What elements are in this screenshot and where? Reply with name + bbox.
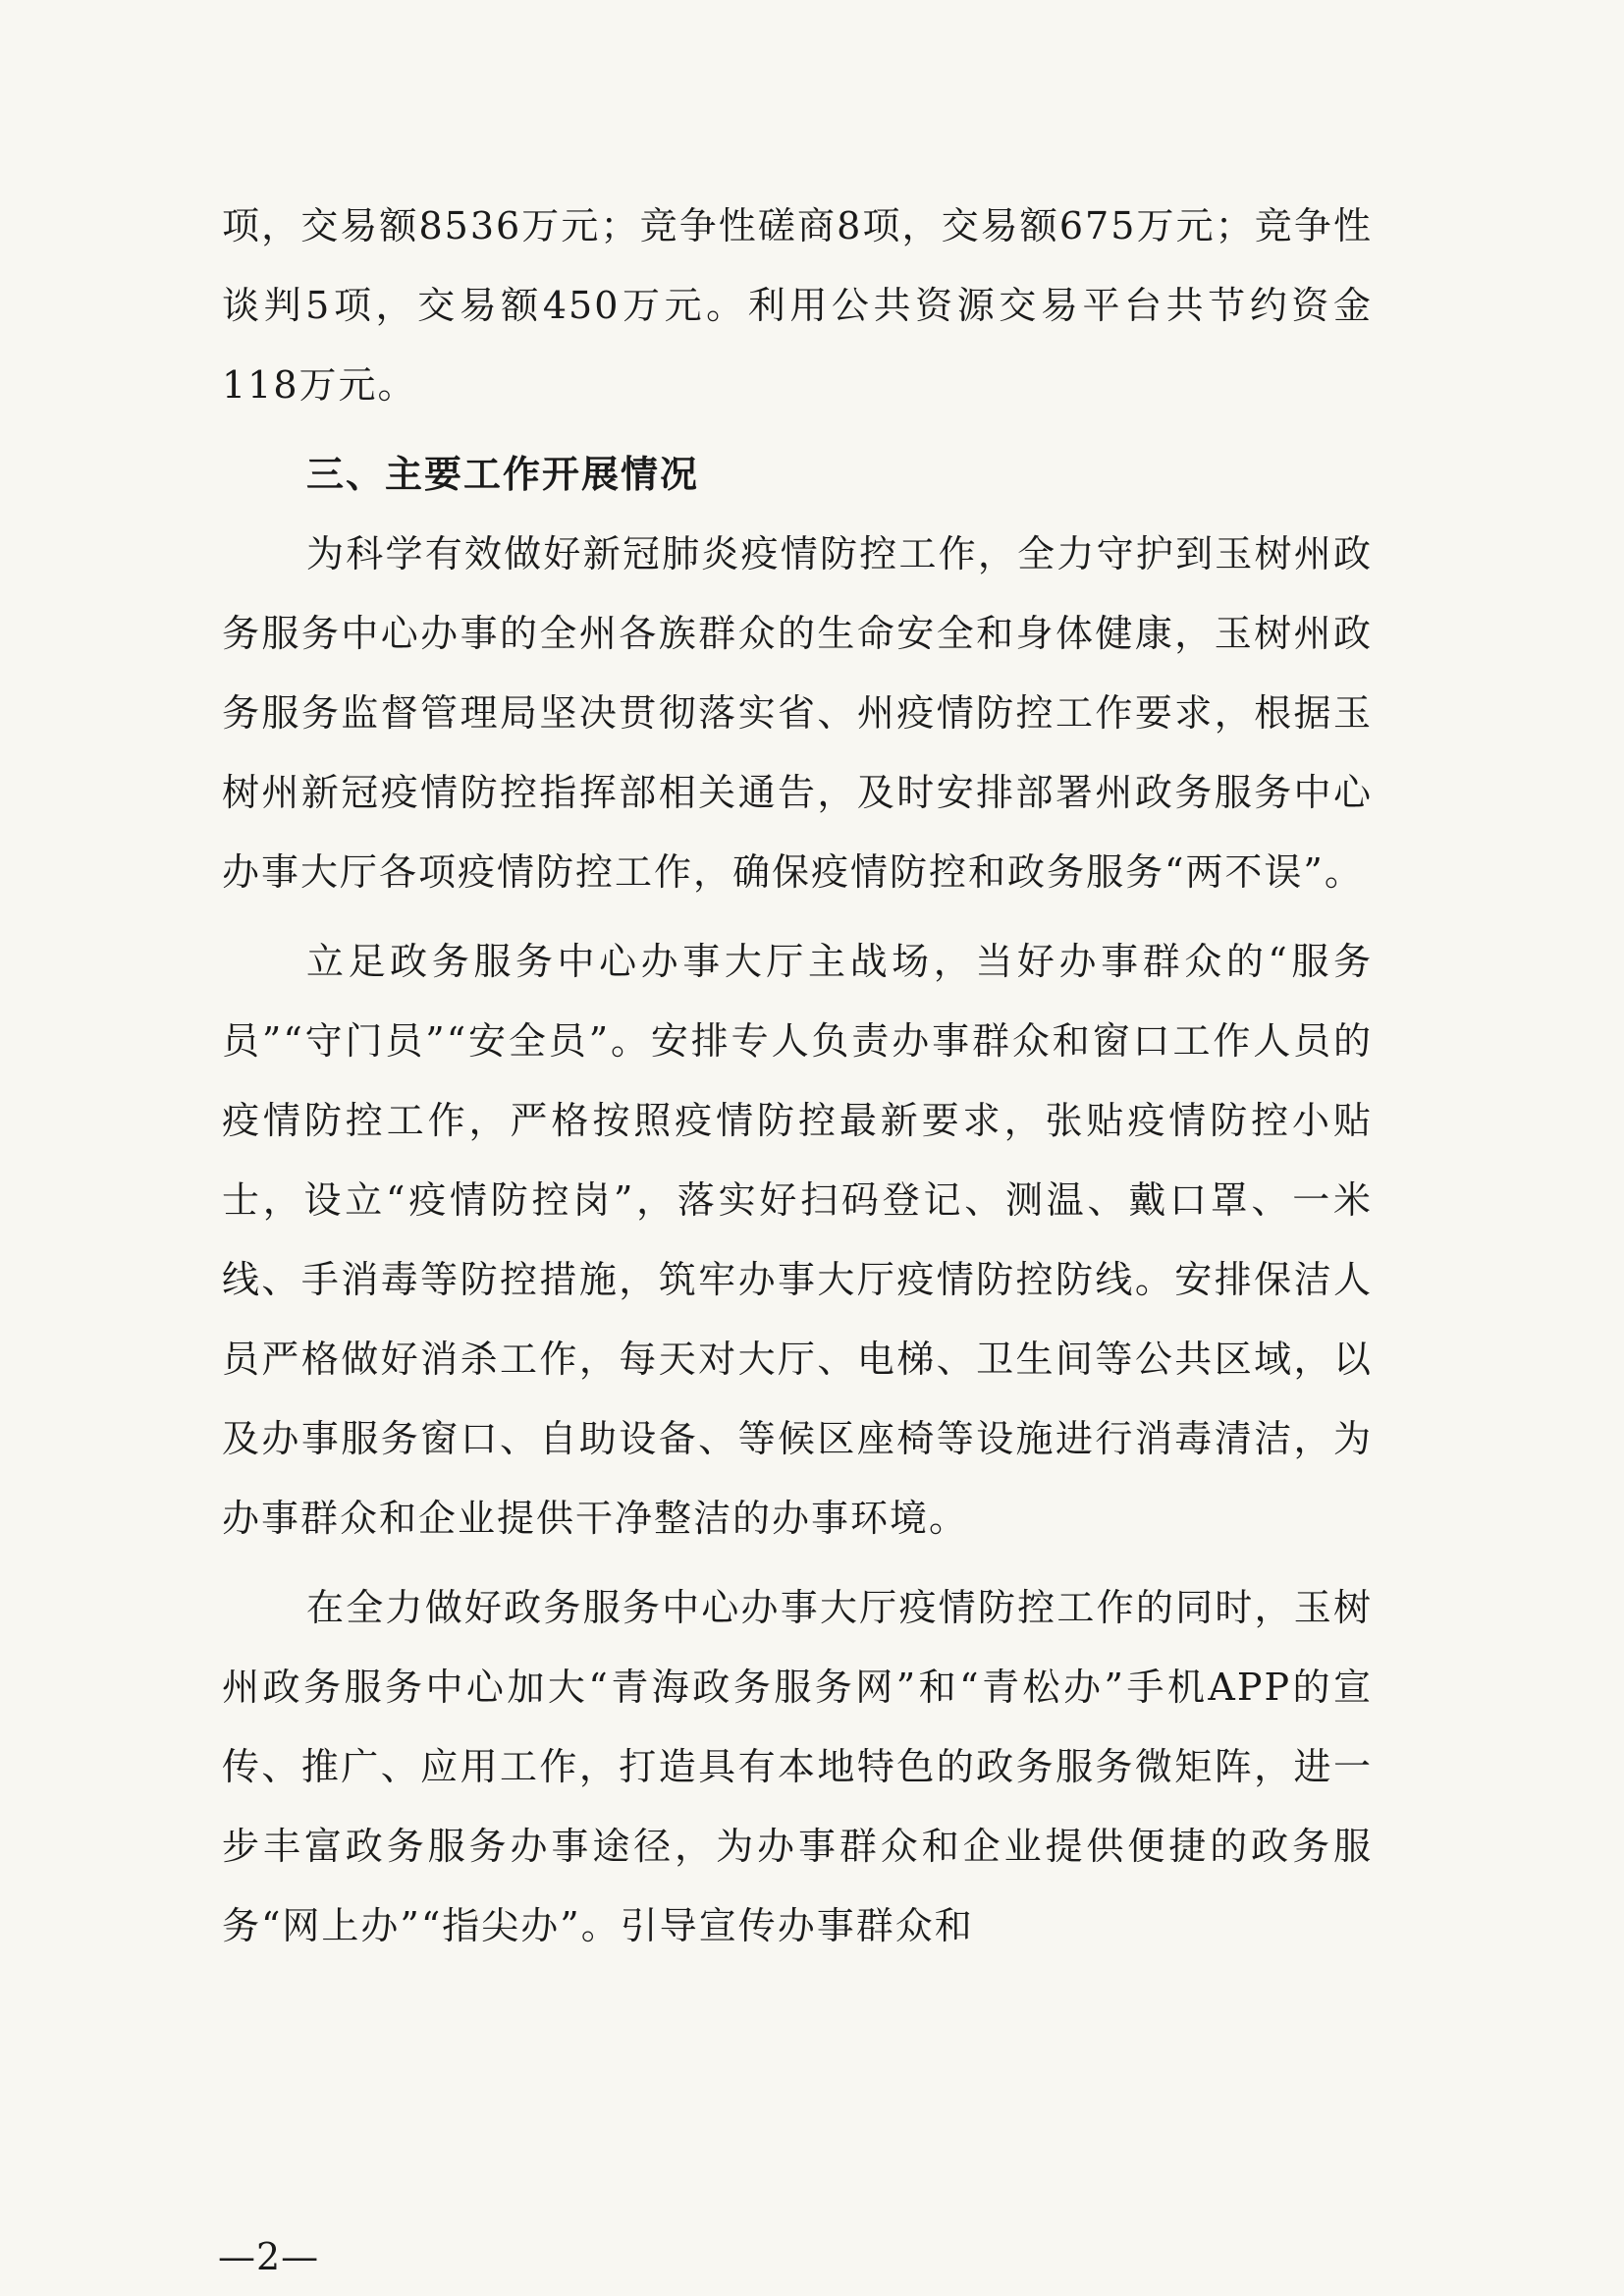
paragraph-service-hall: 立足政务服务中心办事大厅主战场，当好办事群众的“服务员”“守门员”“安全员”。安排专人负责办事群众和窗口工作人员的疫情防控工作，严格按照疫情防控最新要求，张贴疫情防控小贴士，设立“疫情防控岗”，落实好扫码登记、测温、戴口罩、一米线、手消毒等防控措施，筑牢办事大厅疫情防控防线。安排保洁人员严格做好消杀工作，每天对大厅、电梯、卫生间等公共区域，以及办事服务窗口、自助设备、等候区座椅等设施进行消毒清洁，为办事群众和企业提供干净整洁的办事环境。	[222, 940, 1373, 1540]
page-number: —2—	[218, 2235, 320, 2278]
paragraph-online-services: 在全力做好政务服务中心办事大厅疫情防控工作的同时，玉树州政务服务中心加大“青海政务服务网”和“青松办”手机APP的宣传、推广、应用工作，打造具有本地特色的政务服务微矩阵，进一步丰富政务服务办事途径，为办事群众和企业提供便捷的政务服务“网上办”“指尖办”。引导宣传办事群众和	[222, 1586, 1373, 1947]
paragraph-epidemic-prevention: 为科学有效做好新冠肺炎疫情防控工作，全力守护到玉树州政务服务中心办事的全州各族群众的生命安全和身体健康，玉树州政务服务监督管理局坚决贯彻落实省、州疫情防控工作要求，根据玉树州新冠疫情防控指挥部相关通告，及时安排部署州政务服务中心办事大厅各项疫情防控工作，确保疫情防控和政务服务“两不误”。	[222, 532, 1373, 894]
paragraph-gap	[222, 425, 1373, 435]
paragraph-continuation: 项，交易额8536万元；竞争性磋商8项，交易额675万元；竞争性谈判5项，交易额450万元。利用公共资源交易平台共节约资金118万元。	[222, 204, 1373, 407]
section-heading: 三、主要工作开展情况	[306, 453, 700, 496]
paragraph-gap	[222, 1558, 1373, 1568]
paragraph-gap	[222, 912, 1373, 922]
document-body	[222, 187, 1373, 1966]
